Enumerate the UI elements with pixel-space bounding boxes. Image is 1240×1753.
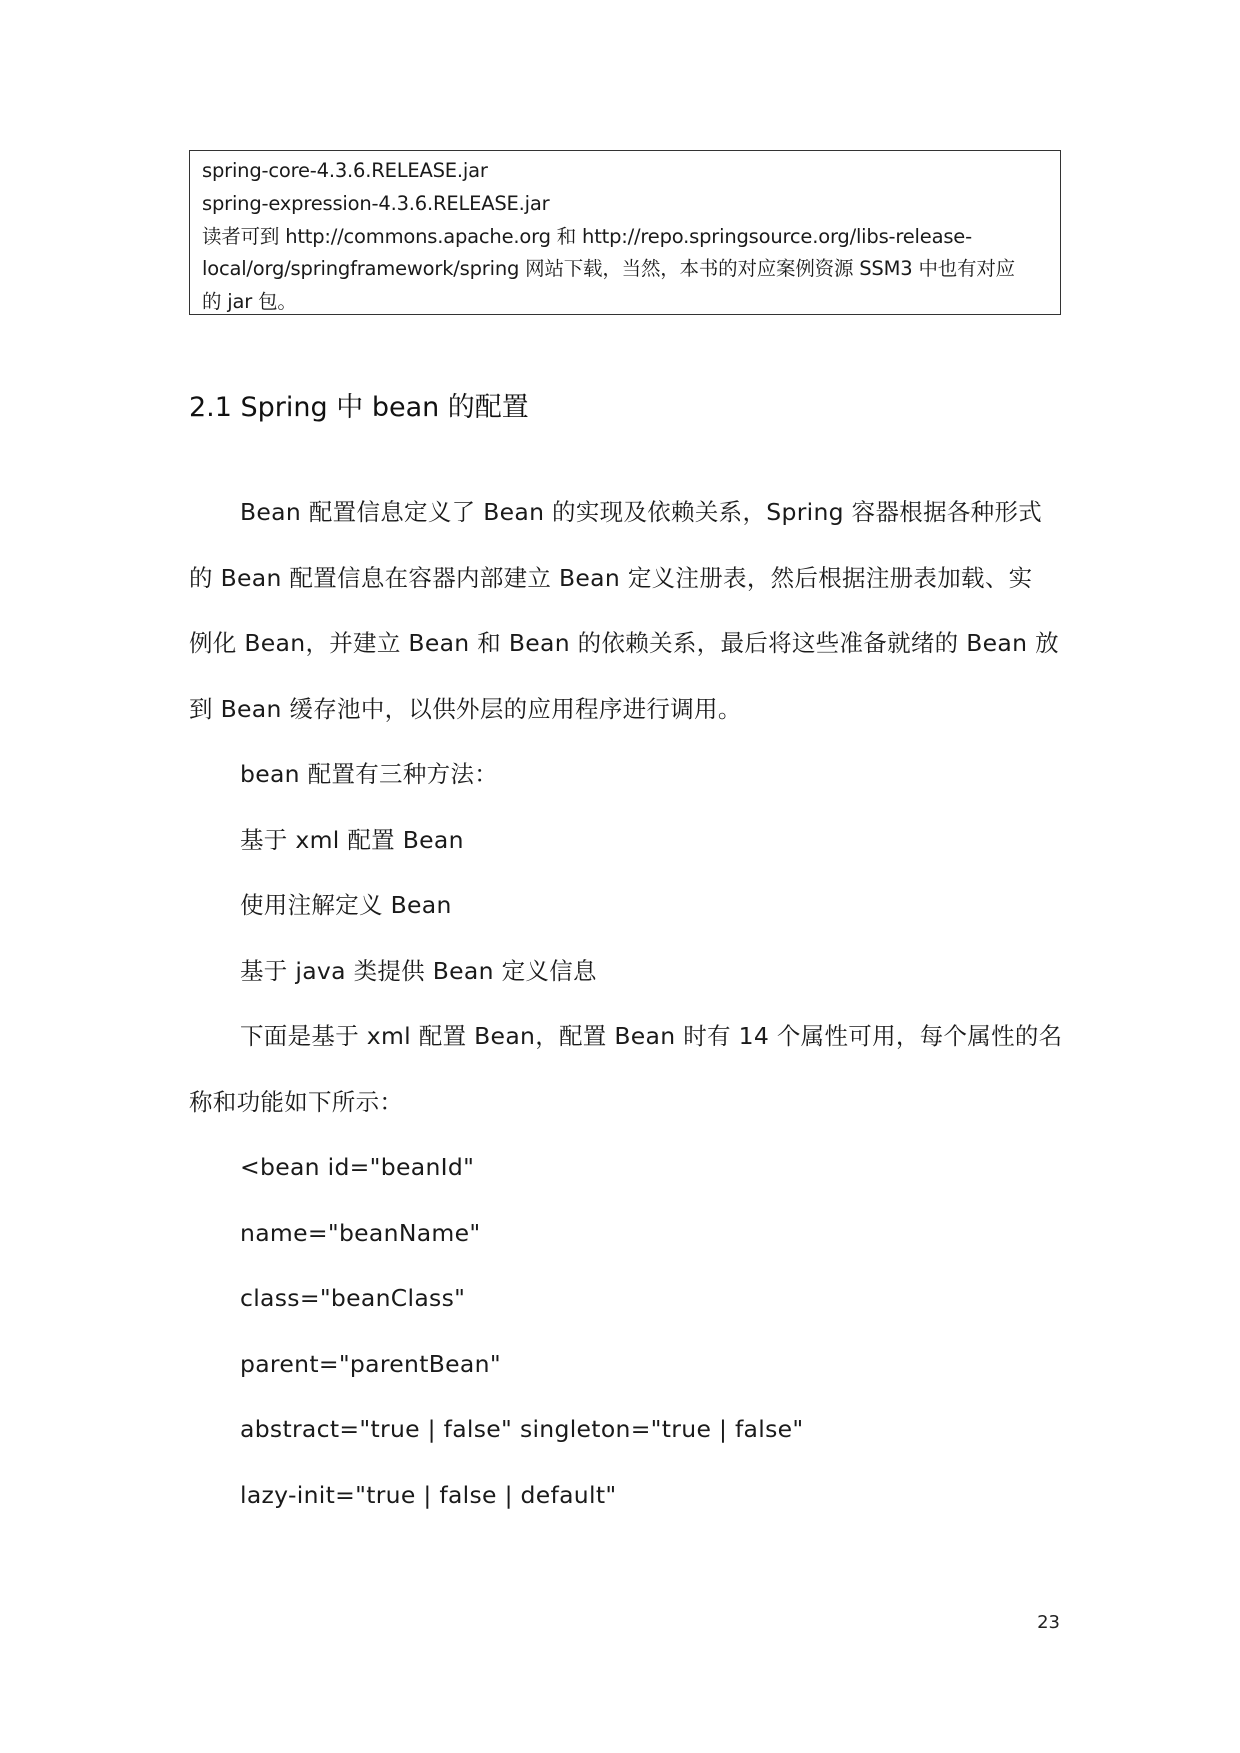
code-line: lazy-init="true | false | default": [240, 1480, 617, 1509]
note-line: 读者可到 http://commons.apache.org 和 http://repo.springsource.org/libs-release-: [202, 224, 972, 248]
note-line: local/org/springframework/spring 网站下载，当然，本书的对应案例资源 SSM3 中也有对应: [202, 257, 1015, 281]
paragraph-line: 称和功能如下所示：: [189, 1087, 404, 1116]
code-line: name="beanName": [240, 1218, 481, 1247]
note-line: spring-core-4.3.6.RELEASE.jar: [202, 159, 488, 182]
section-heading: 2.1 Spring 中 bean 的配置: [189, 392, 529, 423]
paragraph-line: 下面是基于 xml 配置 Bean，配置 Bean 时有 14 个属性可用，每个属性的名: [240, 1022, 1063, 1050]
list-item: 基于 java 类提供 Bean 定义信息: [240, 956, 597, 985]
paragraph-line: 的 Bean 配置信息在容器内部建立 Bean 定义注册表，然后根据注册表加载、实: [189, 563, 1033, 592]
page-number: 23: [1037, 1612, 1060, 1633]
note-box: [189, 150, 1061, 315]
list-item: 使用注解定义 Bean: [240, 891, 452, 919]
code-line: <bean id="beanId": [240, 1153, 475, 1181]
body-text: [189, 480, 1061, 1528]
paragraph-line: Bean 配置信息定义了 Bean 的实现及依赖关系，Spring 容器根据各种形式: [240, 498, 1043, 526]
paragraph-line: 到 Bean 缓存池中，以供外层的应用程序进行调用。: [189, 694, 742, 723]
code-line: parent="parentBean": [240, 1349, 501, 1378]
paragraph-line: 例化 Bean，并建立 Bean 和 Bean 的依赖关系，最后将这些准备就绪的 Bean 放: [189, 629, 1059, 657]
paragraph-line: bean 配置有三种方法：: [240, 760, 499, 788]
note-line: spring-expression-4.3.6.RELEASE.jar: [202, 191, 550, 215]
code-line: class="beanClass": [240, 1284, 466, 1312]
note-line: 的 jar 包。: [202, 290, 297, 314]
list-item: 基于 xml 配置 Bean: [240, 825, 464, 854]
code-line: abstract="true | false" singleton="true | false": [240, 1415, 804, 1443]
